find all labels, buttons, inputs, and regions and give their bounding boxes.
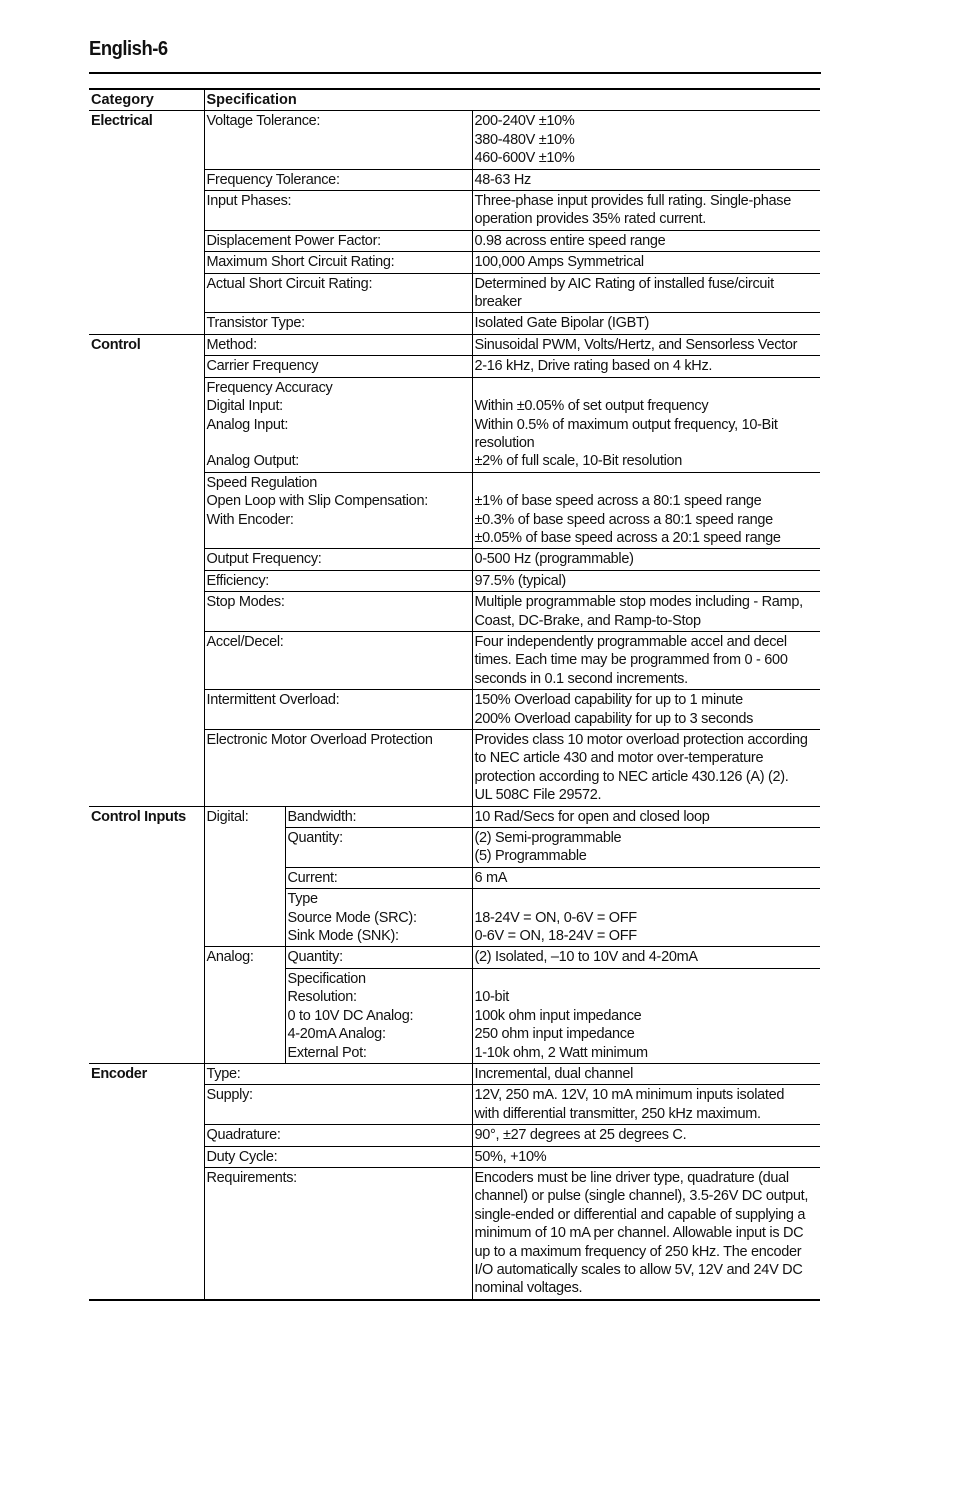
spec-value: 10 Rad/Secs for open and closed loop: [472, 806, 820, 827]
spec-label: Specification Resolution: 0 to 10V DC Analog: 4-20mA Analog: External Pot:: [285, 968, 472, 1063]
spec-value: Within ±0.05% of set output frequency Within 0.5% of maximum output frequency, 10-Bit resolution ±2% of full scale, 10-Bit resolution: [472, 377, 820, 472]
spec-label: Efficiency:: [204, 570, 472, 591]
spec-label: Carrier Frequency: [204, 356, 472, 377]
spec-label: Output Frequency:: [204, 549, 472, 570]
subgroup-cell: Digital:: [204, 806, 285, 947]
table-row: [89, 334, 820, 355]
spec-label: Actual Short Circuit Rating:: [204, 273, 472, 313]
spec-value: 10-bit 100k ohm input impedance 250 ohm input impedance 1-10k ohm, 2 Watt minimum: [472, 968, 820, 1063]
spec-value: (2) Isolated, –10 to 10V and 4-20mA: [472, 947, 820, 968]
category-cell: Electrical: [91, 113, 153, 130]
spec-label: Maximum Short Circuit Rating:: [204, 252, 472, 273]
spec-value: Multiple programmable stop modes including - Ramp, Coast, DC-Brake, and Ramp-to-Stop: [472, 592, 820, 632]
spec-value: 48-63 Hz: [472, 169, 820, 190]
spec-value: Determined by AIC Rating of installed fuse/circuit breaker: [472, 273, 820, 313]
spec-label: Method:: [204, 334, 472, 355]
table-header-row: [89, 89, 820, 111]
spec-value: 150% Overload capability for up to 1 minute 200% Overload capability for up to 3 seconds: [472, 690, 820, 730]
spec-value: (2) Semi-programmable (5) Programmable: [472, 828, 820, 868]
spec-value: 100,000 Amps Symmetrical: [472, 252, 820, 273]
spec-label: Bandwidth:: [285, 806, 472, 827]
spec-value: Incremental, dual channel: [472, 1063, 820, 1084]
spec-value: 90°, ±27 degrees at 25 degrees C.: [472, 1125, 820, 1146]
subgroup-cell: Analog:: [204, 947, 285, 1063]
spec-label: Voltage Tolerance:: [204, 111, 472, 169]
spec-value: Provides class 10 motor overload protection according to NEC article 430 and motor over-temperature protection according to NEC article 430.126 (A) (2). UL 508C File 29572.: [472, 730, 820, 807]
spec-label: Accel/Decel:: [204, 631, 472, 689]
spec-label: Input Phases:: [204, 191, 472, 231]
spec-label: Quantity:: [285, 947, 472, 968]
spec-label: Supply:: [204, 1085, 472, 1125]
spec-value: 18-24V = ON, 0-6V = OFF 0-6V = ON, 18-24V = OFF: [472, 889, 820, 947]
header-specification: Specification: [204, 89, 820, 111]
spec-value: 200-240V ±10% 380-480V ±10% 460-600V ±10%: [472, 111, 820, 169]
category-cell: Control: [89, 334, 204, 806]
spec-value: Encoders must be line driver type, quadrature (dual channel) or pulse (single channel), 3.5-26V DC output, single-ended or differential and capable of supplying a minimum of 10 mA per channel. Allowable input is DC up to a maximum frequency of 250 kHz. The encoder I/O automatically scales to allow 5V, 12V and 24V DC nominal voltages.: [472, 1167, 820, 1299]
spec-label: Electronic Motor Overload Protection: [204, 730, 472, 807]
spec-value: Four independently programmable accel and decel times. Each time may be programmed from 0 - 600 seconds in 0.1 second increments.: [472, 631, 820, 689]
spec-label: Quantity:: [285, 828, 472, 868]
spec-label: Type:: [204, 1063, 472, 1084]
spec-value: 97.5% (typical): [472, 570, 820, 591]
table-row: [89, 806, 820, 827]
spec-value: Three-phase input provides full rating. Single-phase operation provides 35% rated current.: [472, 191, 820, 231]
spec-label: Duty Cycle:: [204, 1146, 472, 1167]
page-header: English-6: [89, 38, 168, 60]
spec-value: 2-16 kHz, Drive rating based on 4 kHz.: [472, 356, 820, 377]
spec-value: 0.98 across entire speed range: [472, 230, 820, 251]
category-cell: Control Inputs: [89, 806, 204, 1063]
header-rule: [89, 72, 821, 74]
spec-label: Current:: [285, 867, 472, 888]
spec-label: Frequency Tolerance:: [204, 169, 472, 190]
spec-label: Speed Regulation Open Loop with Slip Compensation: With Encoder:: [204, 472, 472, 549]
header-category: Category: [89, 89, 204, 111]
table-row: [89, 1063, 820, 1084]
table-row: [89, 111, 820, 169]
spec-value: 12V, 250 mA. 12V, 10 mA minimum inputs isolated with differential transmitter, 250 kHz maximum.: [472, 1085, 820, 1125]
spec-value: Sinusoidal PWM, Volts/Hertz, and Sensorless Vector: [472, 334, 820, 355]
spec-label: Type Source Mode (SRC): Sink Mode (SNK):: [285, 889, 472, 947]
spec-value: 0-500 Hz (programmable): [472, 549, 820, 570]
specification-table: [89, 88, 820, 1301]
spec-value: Isolated Gate Bipolar (IGBT): [472, 313, 820, 334]
spec-label: Displacement Power Factor:: [204, 230, 472, 251]
spec-label: Transistor Type:: [204, 313, 472, 334]
spec-value: 50%, +10%: [472, 1146, 820, 1167]
spec-label: Frequency Accuracy Digital Input: Analog Input: Analog Output:: [204, 377, 472, 472]
spec-label: Intermittent Overload:: [204, 690, 472, 730]
spec-label: Quadrature:: [204, 1125, 472, 1146]
spec-value: ±1% of base speed across a 80:1 speed range ±0.3% of base speed across a 80:1 speed range ±0.05% of base speed across a 20:1 speed range: [472, 472, 820, 549]
spec-value: 6 mA: [472, 867, 820, 888]
spec-label: Requirements:: [204, 1167, 472, 1299]
spec-label: Stop Modes:: [204, 592, 472, 632]
category-cell: Encoder: [89, 1063, 204, 1299]
